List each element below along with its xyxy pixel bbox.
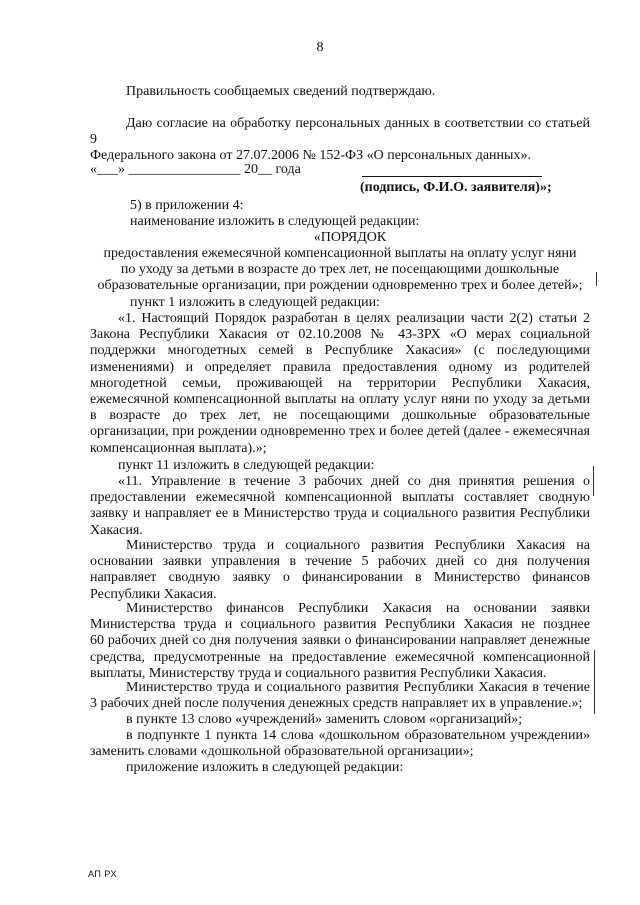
text-line: поддержки многодетных семей в Республике Хакасия» (с последующими xyxy=(90,343,590,359)
consent-line: Федерального закона от 27.07.2006 № 152-ФЗ «О персональных данных». xyxy=(90,148,531,164)
point-11-part-a xyxy=(90,474,590,539)
point-11-part-b xyxy=(90,538,590,603)
order-subtitle-line: предоставления ежемесячной компенсационной выплаты на оплату услуг няни xyxy=(103,246,577,261)
text-line: Министерство финансов Республики Хакасия на основании заявки xyxy=(126,601,590,616)
item-5: 5) в приложении 4: xyxy=(130,198,244,213)
order-subtitle-line: образовательные организации, при рождении одновременно трех и более детей»; xyxy=(97,278,583,294)
text-line: средства, предусмотренные на предоставление ежемесячной компенсационной xyxy=(90,649,590,665)
text-line: 60 рабочих дней со дня получения заявки о финансировании направляет денежные xyxy=(90,633,590,649)
point-1-text xyxy=(90,311,590,457)
text-line: основании заявки управления в течение 5 рабочих дней со дня получения xyxy=(90,554,590,570)
name-edit-line: наименование изложить в следующей редакции: xyxy=(130,214,420,229)
text-line: в подпункте 1 пункта 14 слова «дошкольном образовательном учреждении» xyxy=(126,728,590,743)
scan-margin-mark xyxy=(593,466,594,496)
appendix-edit-line: приложение изложить в следующей редакции: xyxy=(126,760,404,775)
text-line: «1. Настоящий Порядок разработан в целях реализации части 2(2) статьи 2 xyxy=(118,311,590,326)
order-subtitle xyxy=(82,246,598,295)
text-line: заменить словами «дошкольной образовательной организации»; xyxy=(90,744,474,760)
text-line: Закона Республики Хакасия от 02.10.2008 № 43-ЗРХ «О мерах социальной xyxy=(90,327,590,343)
text-line: Министерство труда и социального развития Республики Хакасия на xyxy=(126,538,590,553)
point-14-amendment xyxy=(90,728,590,760)
text-line: выплаты, Министерству труда и социального развития Республики Хакасия. xyxy=(90,665,547,681)
point-1-intro: пункт 1 изложить в следующей редакции: xyxy=(130,295,380,310)
text-line: Республики Хакасия. xyxy=(90,586,217,602)
scan-margin-mark xyxy=(594,650,595,714)
text-line: компенсационная выплата).»; xyxy=(90,440,267,456)
text-line: «11. Управление в течение 3 рабочих дней со дня принятия решения о xyxy=(118,474,590,489)
point-11-part-d xyxy=(90,680,590,712)
text-line: Министерство труда и социального развития Республики Хакасия в течение xyxy=(126,680,590,695)
text-line: организации, при рождении одновременно трех и более детей (далее - ежемесячная xyxy=(90,424,590,440)
scan-margin-mark xyxy=(596,272,597,286)
consent-paragraph xyxy=(90,116,590,165)
point-11-part-c xyxy=(90,601,590,682)
text-line: заявку и направляет ее в Министерство труда и социального развития Республики xyxy=(90,506,590,522)
point-13-amendment: в пункте 13 слово «учреждений» заменить словом «организаций»; xyxy=(126,712,523,727)
order-subtitle-line: по уходу за детьми в возрасте до трех лет, не посещающими дошкольные xyxy=(120,262,560,278)
page-number: 8 xyxy=(316,40,324,55)
order-title: «ПОРЯДОК xyxy=(313,230,387,245)
text-line: направляет сводную заявку о финансировании в Министерство финансов xyxy=(90,570,590,586)
signature-underline xyxy=(362,176,542,177)
text-line: Министерства труда и социального развития Республики Хакасия не позднее xyxy=(90,617,590,633)
text-line: многодетной семьи, проживающей на территории Республики Хакасия, xyxy=(90,375,590,391)
text-line: в возрасте до трех лет, не посещающими дошкольные образовательные xyxy=(90,408,590,424)
point-11-intro: пункт 11 изложить в следующей редакции: xyxy=(118,458,375,473)
text-line: изменениями) и определяет правила предоставления одному из родителей xyxy=(90,359,590,375)
text-line: Хакасия. xyxy=(90,522,143,538)
text-line: 3 рабочих дней после получения денежных средств направляет их в управление.»; xyxy=(90,696,583,712)
text-line: предоставлении ежемесячной компенсационной выплаты составляет сводную xyxy=(90,490,590,506)
text-line: ежемесячной компенсационной выплаты на оплату услуг няни по уходу за детьми xyxy=(90,392,590,408)
date-line: «___» ________________ 20__ года xyxy=(90,162,301,177)
confirmation-line: Правильность сообщаемых сведений подтверждаю. xyxy=(126,84,436,99)
consent-line: Даю согласие на обработку персональных данных в соответствии со статьей 9 xyxy=(90,116,590,148)
footer-mark: АП РХ xyxy=(88,869,117,879)
signature-caption: (подпись, Ф.И.О. заявителя)»; xyxy=(360,180,552,195)
